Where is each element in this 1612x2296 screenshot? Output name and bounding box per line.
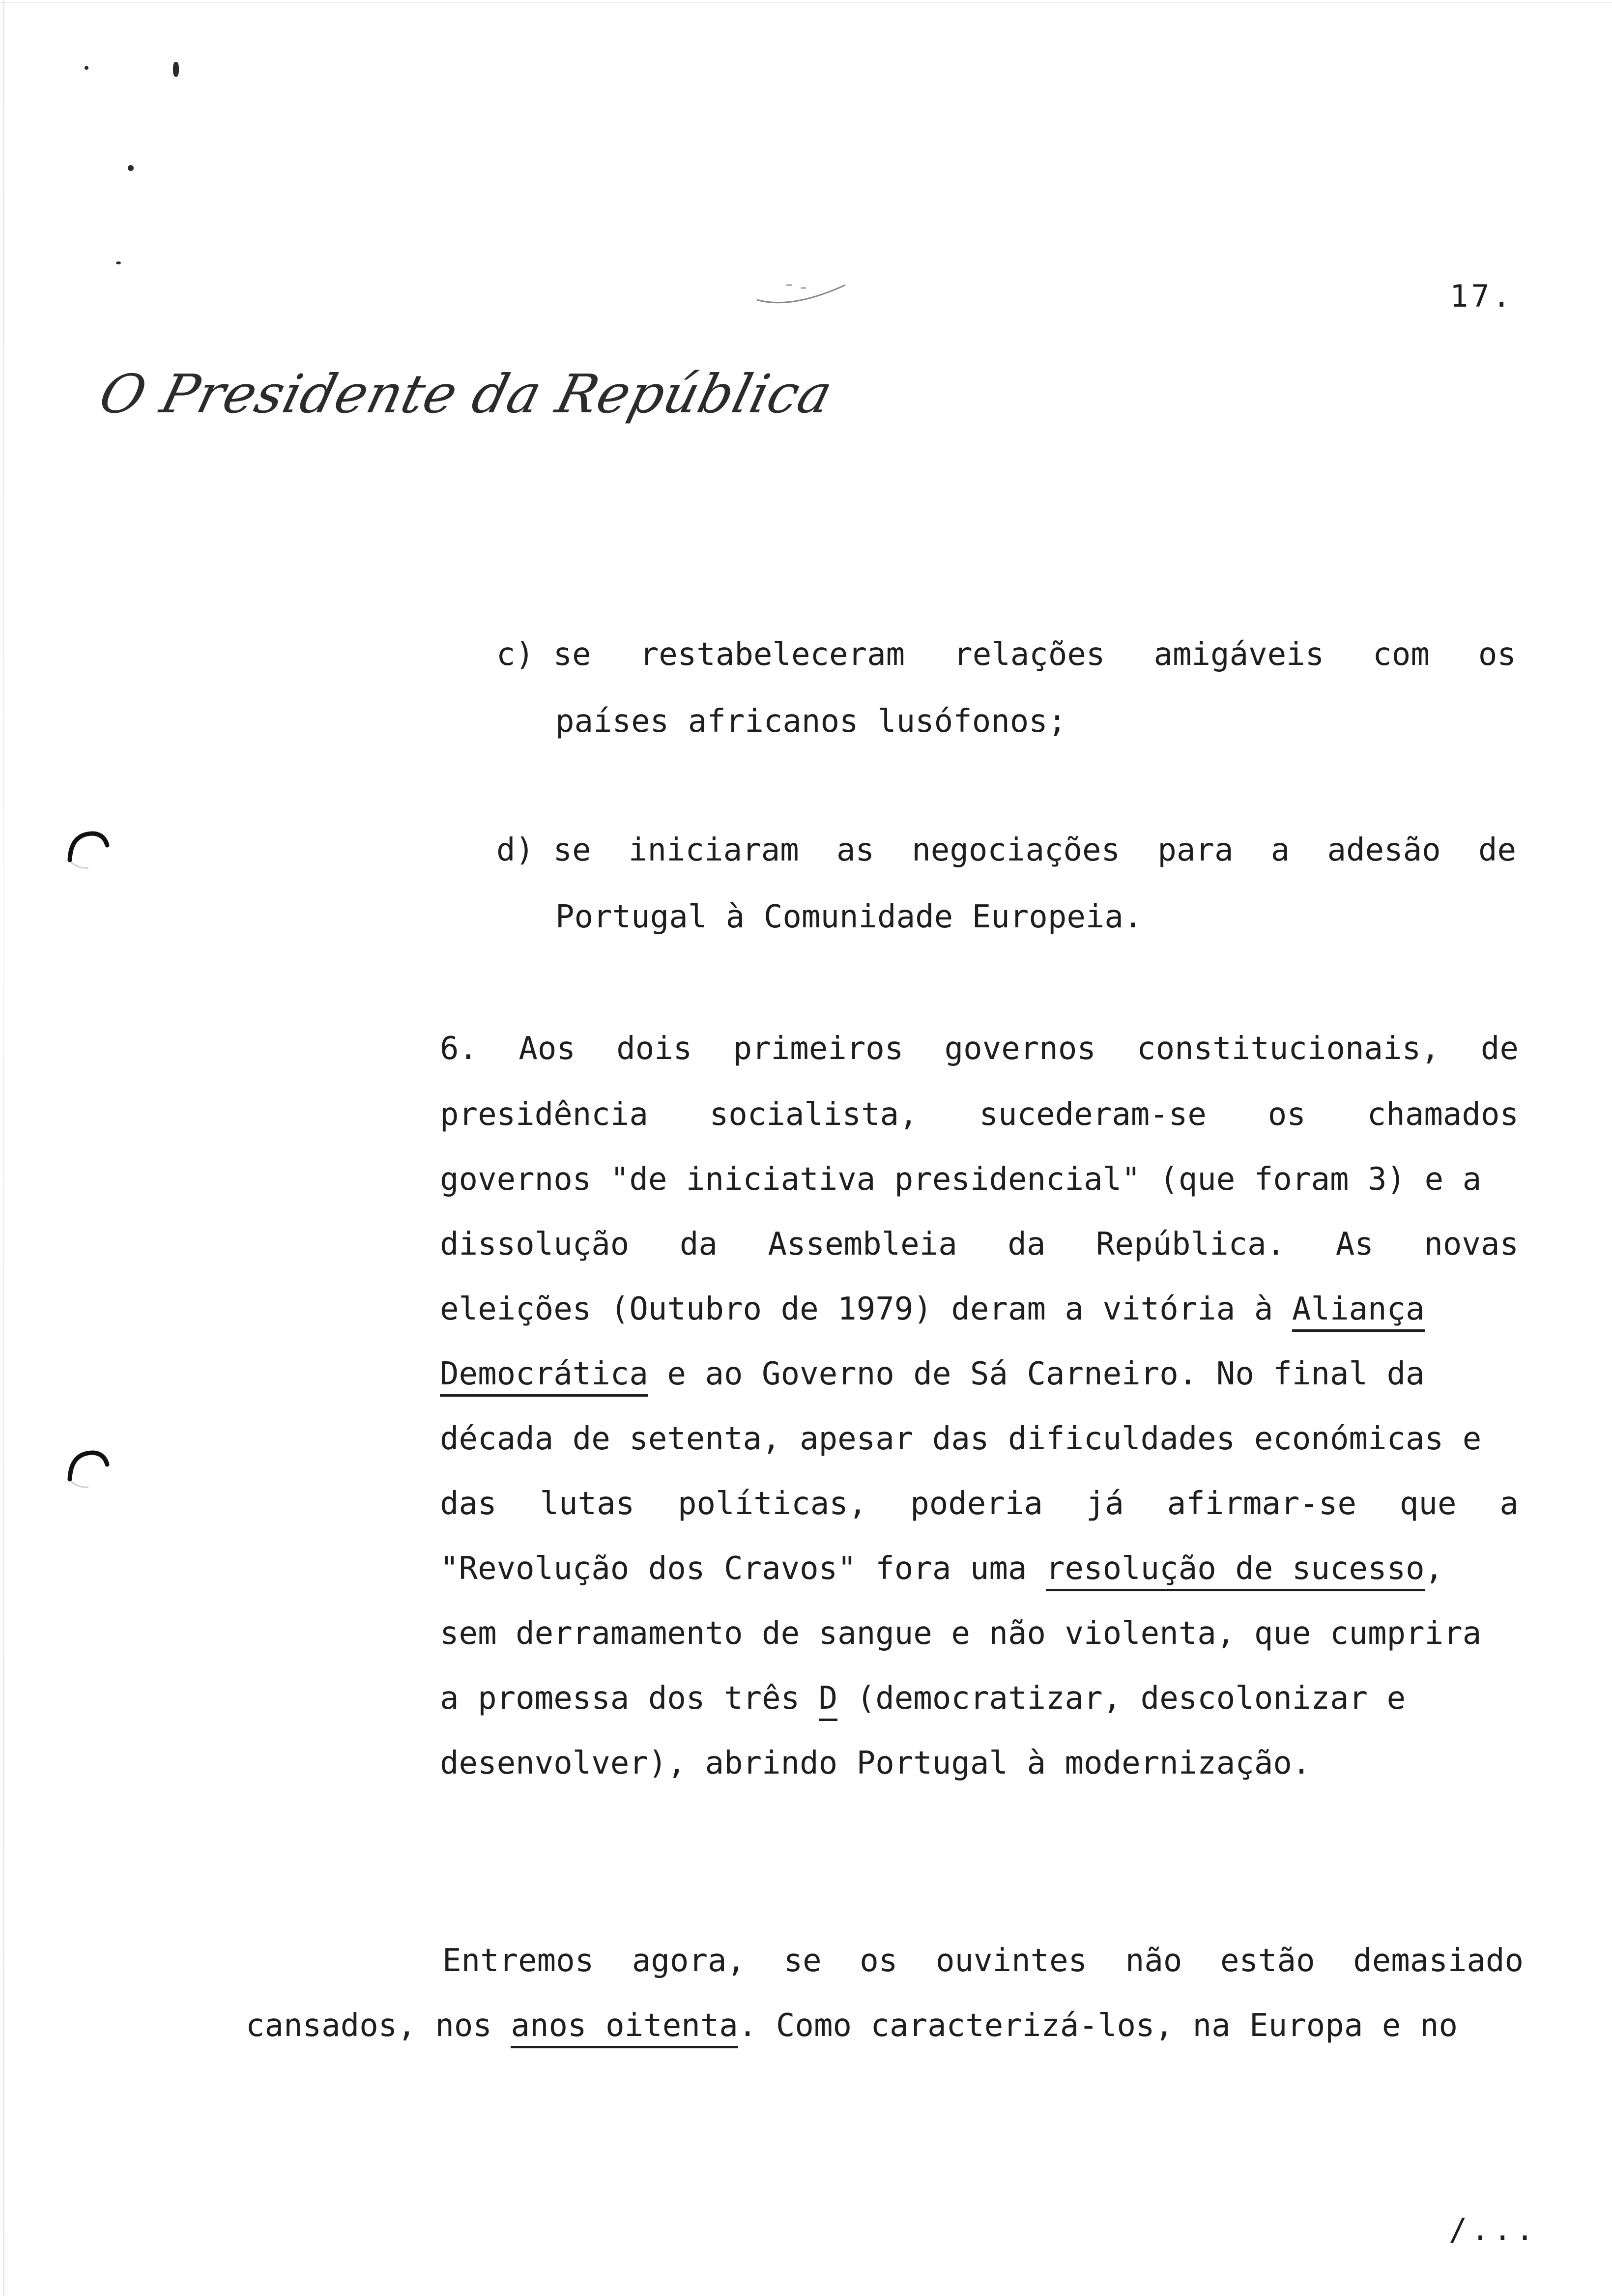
word: se <box>783 1943 822 1979</box>
line-text: cansados, nos <box>246 2008 511 2044</box>
word: dissolução <box>440 1226 630 1263</box>
word: restabeleceram <box>639 636 905 673</box>
word: lutas <box>540 1486 635 1522</box>
word: os <box>1267 1096 1306 1133</box>
word: afirmar-se <box>1167 1486 1357 1522</box>
line-text: e ao Governo de Sá Carneiro. No final da <box>648 1356 1425 1392</box>
word: as <box>836 832 874 868</box>
word: chamados <box>1367 1096 1519 1133</box>
word: amigáveis <box>1153 636 1324 673</box>
para6-line-11 <box>440 1680 1406 1717</box>
word: os <box>860 1943 898 1979</box>
word: sucederam-se <box>979 1096 1207 1133</box>
word: com <box>1373 636 1430 673</box>
underlined-phrase: Aliança <box>1292 1291 1425 1332</box>
line-text: , <box>1424 1550 1444 1587</box>
word: governos <box>944 1031 1096 1067</box>
scan-speck <box>173 62 179 77</box>
word: adesão <box>1327 832 1441 868</box>
para6-line-4 <box>440 1226 1519 1263</box>
word: não <box>1125 1943 1182 1979</box>
word: demasiado <box>1353 1943 1524 1979</box>
word: os <box>1478 636 1516 673</box>
underlined-phrase: Democrática <box>440 1356 648 1397</box>
para6-line-5 <box>440 1293 1425 1325</box>
item-d-line-1 <box>496 834 1516 866</box>
word: c) se <box>496 636 591 673</box>
continuation-mark: /... <box>1449 2211 1538 2247</box>
word: novas <box>1424 1226 1519 1263</box>
para6-line-8 <box>440 1488 1519 1520</box>
letterhead-text: O Presidente da República <box>93 364 839 425</box>
para6-line-3: governos "de iniciativa presidencial" (que foram 3) e a <box>440 1161 1482 1198</box>
word: d) se <box>496 832 591 868</box>
closing-line-1 <box>442 1945 1524 1977</box>
word: ouvintes <box>935 1943 1088 1979</box>
para6-line-10: sem derramamento de sangue e não violenta, que cumprira <box>440 1615 1482 1652</box>
word: iniciaram <box>628 832 799 868</box>
scan-speck <box>128 165 134 171</box>
word: As <box>1335 1226 1374 1263</box>
word: já <box>1086 1486 1124 1522</box>
item-c-line-1 <box>496 636 1516 673</box>
word: República. <box>1095 1226 1286 1263</box>
scan-top-edge <box>0 2 1612 3</box>
punch-hole-mark <box>64 826 111 873</box>
word: a <box>1270 832 1290 868</box>
para6-line-6 <box>440 1358 1425 1390</box>
word: das <box>440 1486 497 1522</box>
word: a <box>1499 1486 1519 1522</box>
word: socialista, <box>709 1096 918 1133</box>
underlined-phrase: resolução de sucesso <box>1046 1550 1425 1591</box>
word: Aos <box>518 1031 576 1067</box>
line-text: eleições (Outubro de 1979) deram a vitória à <box>440 1291 1292 1327</box>
word: que <box>1399 1486 1457 1522</box>
word: constitucionais, <box>1137 1031 1440 1067</box>
word: da <box>679 1226 718 1263</box>
word: políticas, <box>678 1486 867 1522</box>
item-c-line-2: países africanos lusófonos; <box>555 703 1067 740</box>
word: Assembleia <box>768 1226 957 1263</box>
para6-line-9 <box>440 1550 1444 1587</box>
letterhead-script <box>93 364 839 442</box>
word: para <box>1157 832 1234 868</box>
scan-edge <box>3 0 4 2296</box>
punch-hole-mark <box>64 1445 111 1492</box>
line-text: (democratizar, descolonizar e <box>837 1680 1406 1717</box>
word: 6. <box>440 1031 478 1067</box>
word: da <box>1008 1226 1046 1263</box>
para6-line-1 <box>440 1031 1519 1067</box>
underlined-phrase: anos oitenta <box>511 2008 738 2048</box>
word: presidência <box>440 1096 648 1133</box>
word: negociações <box>912 832 1121 868</box>
word: relações <box>953 636 1105 673</box>
word: dois <box>616 1031 692 1067</box>
word: de <box>1478 832 1516 868</box>
word: estão <box>1220 1943 1315 1979</box>
para6-line-12: desenvolver), abrindo Portugal à modernização. <box>440 1745 1311 1781</box>
line-text: "Revolução dos Cravos" fora uma <box>440 1550 1046 1587</box>
page-number: 17. <box>1450 278 1514 314</box>
word: agora, <box>632 1943 746 1979</box>
word: Entremos <box>442 1943 594 1979</box>
scan-smudge <box>747 275 855 315</box>
scan-speck <box>85 66 88 70</box>
para6-line-7: década de setenta, apesar das dificuldades económicas e <box>440 1421 1482 1457</box>
word: primeiros <box>733 1031 904 1067</box>
word: poderia <box>910 1486 1043 1522</box>
line-text: a promessa dos três <box>440 1680 819 1717</box>
line-text: . Como caracterizá-los, na Europa e no <box>738 2008 1458 2044</box>
scan-speck <box>116 261 121 264</box>
para6-line-2 <box>440 1096 1519 1133</box>
item-d-line-2: Portugal à Comunidade Europeia. <box>555 899 1143 935</box>
underlined-phrase: D <box>819 1680 838 1721</box>
word: de <box>1480 1031 1519 1067</box>
closing-line-2 <box>246 2008 1458 2044</box>
